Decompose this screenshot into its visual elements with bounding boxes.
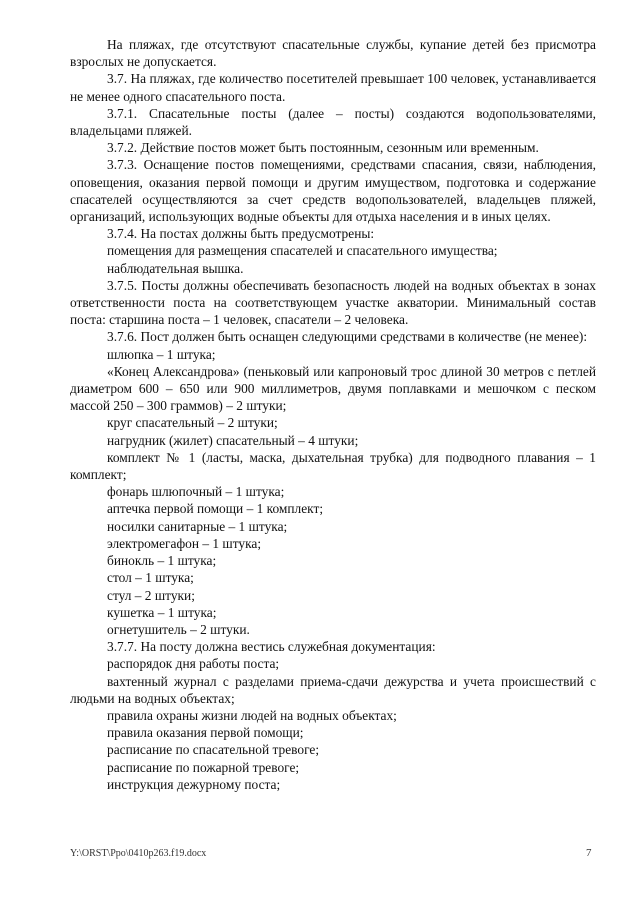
list-item: комплект № 1 (ласты, маска, дыхательная трубка) для подводного плавания – 1 комплект; (70, 449, 596, 483)
paragraph: 3.7.7. На посту должна вестись служебная документация: (107, 639, 436, 655)
list-item: наблюдательная вышка. (107, 260, 244, 276)
list-item: круг спасательный – 2 штуки; (107, 415, 278, 431)
list-item: стол – 1 штука; (107, 570, 194, 586)
list-item: огнетушитель – 2 штуки. (107, 621, 250, 637)
footer-file-path: Y:\ORST\Ppo\0410p263.f19.docx (70, 848, 207, 859)
list-item: носилки санитарные – 1 штука; (107, 518, 288, 534)
document-body (70, 36, 596, 793)
list-item: вахтенный журнал с разделами приема-сдачи дежурства и учета происшествий с людьми на водных объектах; (70, 673, 596, 706)
paragraph: 3.7. На пляжах, где количество посетителей превышает 100 человек, устанавливается не менее одного спасательного поста. (70, 71, 596, 104)
list-item: бинокль – 1 штука; (107, 553, 217, 569)
page-number: 7 (586, 847, 592, 859)
list-item: шлюпка – 1 штука; (107, 346, 216, 362)
list-item: инструкция дежурному поста; (107, 776, 281, 792)
list-item: «Конец Александрова» (пеньковый или капроновый трос длиной 30 метров с петлей диаметром 600 – 650 или 900 миллиметров, двумя поплавками и мешочком с песком массой 250 – 300 граммов) – 2 штуки; (70, 363, 596, 414)
paragraph: 3.7.4. На постах должны быть предусмотрены: (107, 226, 375, 242)
list-item: правила оказания первой помощи; (107, 725, 304, 741)
list-item: помещения для размещения спасателей и спасательного имущества; (107, 243, 498, 259)
paragraph: 3.7.1. Спасательные посты (далее – посты) создаются водопользователями, владельцами пляжей. (70, 105, 596, 139)
paragraph: На пляжах, где отсутствуют спасательные службы, купание детей без присмотра взрослых не допускается. (70, 37, 596, 70)
paragraph: 3.7.5. Посты должны обеспечивать безопасность людей на водных объектах в зонах ответственности поста на соответствующем участке акватории. Минимальный состав поста: старшина поста – 1 человек, спасатели – 2 человека. (70, 277, 596, 328)
list-item: аптечка первой помощи – 1 комплект; (107, 501, 324, 517)
paragraph: 3.7.3. Оснащение постов помещениями, средствами спасания, связи, наблюдения, оповещения, оказания первой помощи и другим имуществом, подготовка и содержание спасателей осуществляются за счет средств водопользователей, владельцев пляжей, организаций, использующих водные объекты для отдыха населения и в иных целях. (70, 157, 596, 225)
list-item: правила охраны жизни людей на водных объектах; (107, 707, 397, 723)
list-item: стул – 2 штуки; (107, 587, 195, 603)
paragraph: 3.7.6. Пост должен быть оснащен следующими средствами в количестве (не менее): (107, 329, 588, 345)
paragraph: 3.7.2. Действие постов может быть постоянным, сезонным или временным. (107, 140, 539, 156)
list-item: расписание по спасательной тревоге; (107, 742, 320, 758)
list-item: нагрудник (жилет) спасательный – 4 штуки; (107, 432, 359, 448)
list-item: фонарь шлюпочный – 1 штука; (107, 484, 285, 500)
list-item: кушетка – 1 штука; (107, 604, 217, 620)
list-item: расписание по пожарной тревоге; (107, 759, 300, 775)
list-item: распорядок дня работы поста; (107, 656, 280, 672)
list-item: электромегафон – 1 штука; (107, 535, 262, 551)
